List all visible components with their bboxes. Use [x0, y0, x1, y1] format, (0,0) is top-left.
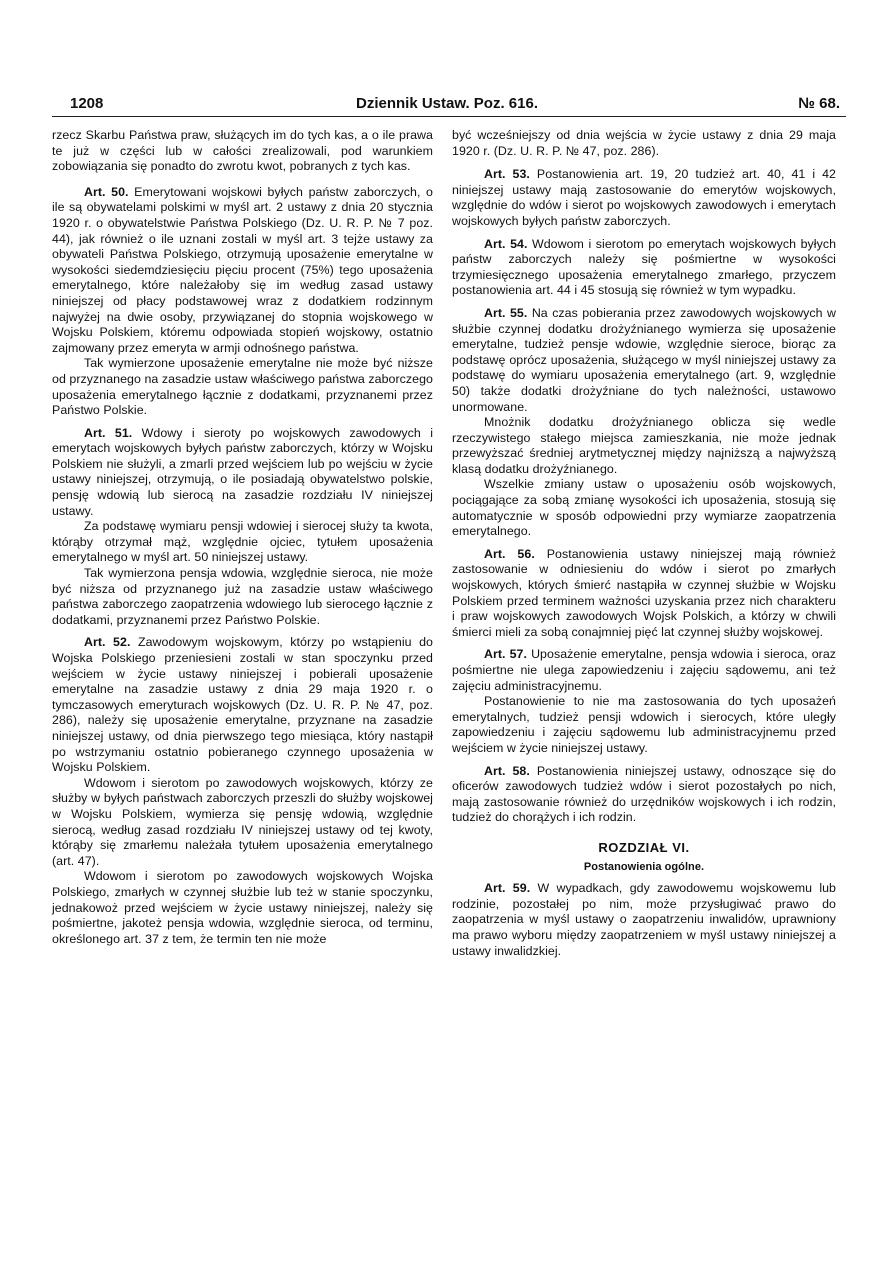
article-55: [452, 306, 836, 415]
article-52: [52, 635, 433, 775]
article-59: [452, 881, 836, 959]
article-58: [452, 764, 836, 826]
article-51: [52, 426, 433, 520]
right-column: [452, 128, 836, 959]
article-label: Art. 53.: [484, 167, 530, 182]
chapter-subtitle: Postanowienia ogólne.: [583, 860, 705, 873]
article-label: Art. 55.: [484, 305, 528, 320]
page-header: [52, 93, 842, 115]
article-text: Uposażenie emerytalne, pensja wdowia i sieroca, oraz pośmiertne nie ulega zapowiedzeniu i zajęciu sądowemu, ani też zajęciu administracyjnemu.: [452, 647, 837, 693]
article-label: Art. 58.: [484, 763, 530, 778]
paragraph: Wdowom i sierotom po zawodowych wojskowych, którzy ze służby w byłych państwach zaborczych przeszli do służby wojskowej w Wojsku Polskiem, wymierza się pensję wdowią, względnie sierocą, według zasad rozdziału IV niniejszej ustawy od tej kwoty, którąby się zmarłemu należała tytułem uposażenia emerytalnego (art. 47).: [52, 775, 433, 868]
paragraph: Postanowienie to nie ma zastosowania do tych uposażeń emerytalnych, tudzież pensji wdowich i sierocych, które uległy zapowiedzeniu i zajęciu sądowemu lub administracyjnemu przed wejściem w życie niniejszej ustawy.: [452, 694, 836, 755]
paragraph: Wdowom i sierotom po zawodowych wojskowych Wojska Polskiego, zmarłych w czynnej służbie lub też w stanie spoczynku, jednakowoż przed wejściem w życie ustawy niniejszej, należy się pośmiertne, jakoteż pensja wdowia, względnie sieroca, od terminu, określonego art. 37 z tem, że termin ten nie może: [52, 869, 433, 946]
article-text: W wypadkach, gdy zawodowemu wojskowemu lub rodzinie, pozostałej po nim, może przysługiwać prawo do zaopatrzenia w myśl ustawy o zaopatrzeniu inwalidów, uprawniony ma prawo wyboru między zaopatrzeniem w myśl ustawy niniejszej a ustawy inwalidzkiej.: [452, 881, 837, 958]
paragraph: Tak wymierzona pensja wdowia, względnie sieroca, nie może być niższa od przyznanego już na zasadzie ustaw właściwego państwa zaborczego zaopatrzenia wdowiego lub sierocego łącznie z dodatkami, przyznanemi przez Państwo Polskie.: [52, 566, 433, 627]
article-text: Postanowienia ustawy niniejszej mają również zastosowanie w odniesieniu do wdów i sierot po zmarłych wojskowych, których śmierć nastąpiła w czynnej służbie w Wojsku Polskiem przed terminem ważności uzyskania przez nich charakteru i praw wojskowych zawodowych Wojsk Polskich, a którzy w chwili śmierci mieli za sobą conajmniej pięć lat czynnej służby wojskowej.: [452, 546, 836, 639]
paragraph: Mnożnik dodatku drożyźnianego oblicza się wedle rzeczywistego stałego miejsca zamieszkania, nie może jednak przewyższać średniej arytmetycznej między najniższą a najwyższą klasą dodatku drożyźnianego.: [452, 415, 836, 476]
article-text: Wdowy i sieroty po wojskowych zawodowych i emerytach wojskowych byłych państw zaborczych, którzy w Wojsku Polskiem nie służyli, a zmarli przed wejściem lub po wejściu w życie ustawy niniejszej, otrzymują, o ile posiadają obywatelstwo polskie, pensję wdowią lub sierocą na zasadzie rozdziału IV niniejszej ustawy.: [52, 425, 434, 518]
paragraph: rzecz Skarbu Państwa praw, służących im do tych kas, a o ile prawa te już w części lub w całości zrealizowali, pod warunkiem zobowiązania się ponadto do zwrotu kwot, pobranych z tych kas.: [52, 128, 433, 174]
article-54: [452, 237, 836, 299]
left-column: [52, 128, 433, 947]
article-text: Wdowom i sierotom po emerytach wojskowych byłych państw zaborczych należy się pośmiertne w wysokości trzymiesięcznego uposażenia emerytalnego zmarłego, przyczem postanowienia art. 44 i 45 stosują się również w tym wypadku.: [452, 236, 837, 298]
article-label: Art. 52.: [84, 635, 131, 650]
article-text: Postanowienia niniejszej ustawy, odnoszące się do oficerów zawodowych tudzież wdów i sierot pozostałych po nich, mają zastosowanie również do urzędników wojskowych i ich rodzin, tudzież do chorążych i ich rodzin.: [452, 763, 836, 825]
article-label: Art. 59.: [484, 881, 531, 896]
paragraph: Wszelkie zmiany ustaw o uposażeniu osób wojskowych, pociągające za sobą zmianę wysokości ich uposażenia, stosują się automatycznie w sposób odpowiedni przy wymiarze zaopatrzenia emerytalnego.: [452, 477, 836, 539]
article-56: [452, 547, 836, 641]
article-text: Emerytowani wojskowi byłych państw zaborczych, o ile są obywatelami polskimi w myśl art. 2 ustawy z dnia 20 stycznia 1920 r. o obywatelstwie Państwa Polskiego (Dz. U. R. P. № 7 poz. 44), jak również o ile uznani zostali w myśl art. 3 tejże ustawy za obywateli Państwa Polskiego, otrzymują uposażenie emerytalne w wysokości siedemdziesięciu pięciu procent (75%) tego uposażenia emerytalnego, które należałoby się im według zasad ustawy niniejszej od płacy podstawowej wraz z dodatkiem rodzinnym najwyżej na dwie osoby, przywiązanej do stopnia wojskowego w Wojsku Polskiem, któremu odpowiada stopień wojskowy, ostatnio zajmowany przez emeryta w armji odnośnego państwa.: [52, 184, 434, 355]
article-53: [452, 167, 836, 229]
article-label: Art. 56.: [484, 546, 535, 561]
page-number: 1208: [70, 95, 104, 112]
article-57: [452, 647, 836, 694]
article-label: Art. 57.: [484, 647, 527, 662]
article-label: Art. 51.: [84, 425, 133, 440]
article-label: Art. 50.: [84, 184, 129, 199]
issue-number: № 68.: [798, 95, 840, 112]
article-text: Na czas pobierania przez zawodowych wojskowych w służbie czynnej dodatku drożyźnianego wymierza się uposażenie emerytalne, tudzież pensje wdowie, względnie sieroce, biorąc za podstawę oprócz uposażenia, służącego w myśl niniejszej ustawy za podstawę do wymiaru uposażenia emerytalnego (art. 9, względnie 50) także dodatki drożyźniane do tych należności, ustawowo unormowane.: [452, 305, 837, 414]
article-text: Postanowienia art. 19, 20 tudzież art. 40, 41 i 42 niniejszej ustawy mają zastosowanie do emerytów wojskowych, względnie do wdów i sierot po wojskowych zawodowych i emerytach wojskowych byłych państw zaborczych.: [452, 167, 836, 228]
article-text: Zawodowym wojskowym, którzy po wstąpieniu do Wojska Polskiego przeniesieni zostali w stan spoczynku przed wejściem w życie ustawy niniejszej i pobierali uposażenie emerytalne na zasadzie ustawy z dnia 29 maja 1920 r. o tymczasowych emeryturach wojskowych (Dz. U. R. P. № 47, poz. 286), należy się uposażenie emerytalne, przyznane na zasadzie niniejszej ustawy, od dnia pierwszego tego miesiąca, który nastąpił po wstrzymaniu ostatnio pobieranego czynnego uposażenia w Wojsku Polskiem.: [52, 635, 433, 775]
paragraph: Tak wymierzone uposażenie emerytalne nie może być niższe od przyznanego na zasadzie ustaw właściwego państwa zaborczego uposażenia emerytalnego łącznie z dodatkami, przyznanemi przez Państwo Polskie.: [52, 356, 433, 418]
publication-title: Dziennik Ustaw. Poz. 616.: [356, 95, 538, 112]
paragraph: być wcześniejszy od dnia wejścia w życie ustawy z dnia 29 maja 1920 r. (Dz. U. R. P. № 47, poz. 286).: [452, 128, 836, 158]
article-label: Art. 54.: [484, 236, 528, 251]
header-rule: [52, 116, 846, 117]
chapter-heading: ROZDZIAŁ VI.: [598, 839, 690, 855]
article-50: [52, 185, 433, 357]
paragraph: Za podstawę wymiaru pensji wdowiej i sierocej służy ta kwota, którąby otrzymał mąż, względnie ojciec, tytułem uposażenia emerytalnego w myśl art. 50 niniejszej ustawy.: [52, 519, 433, 565]
